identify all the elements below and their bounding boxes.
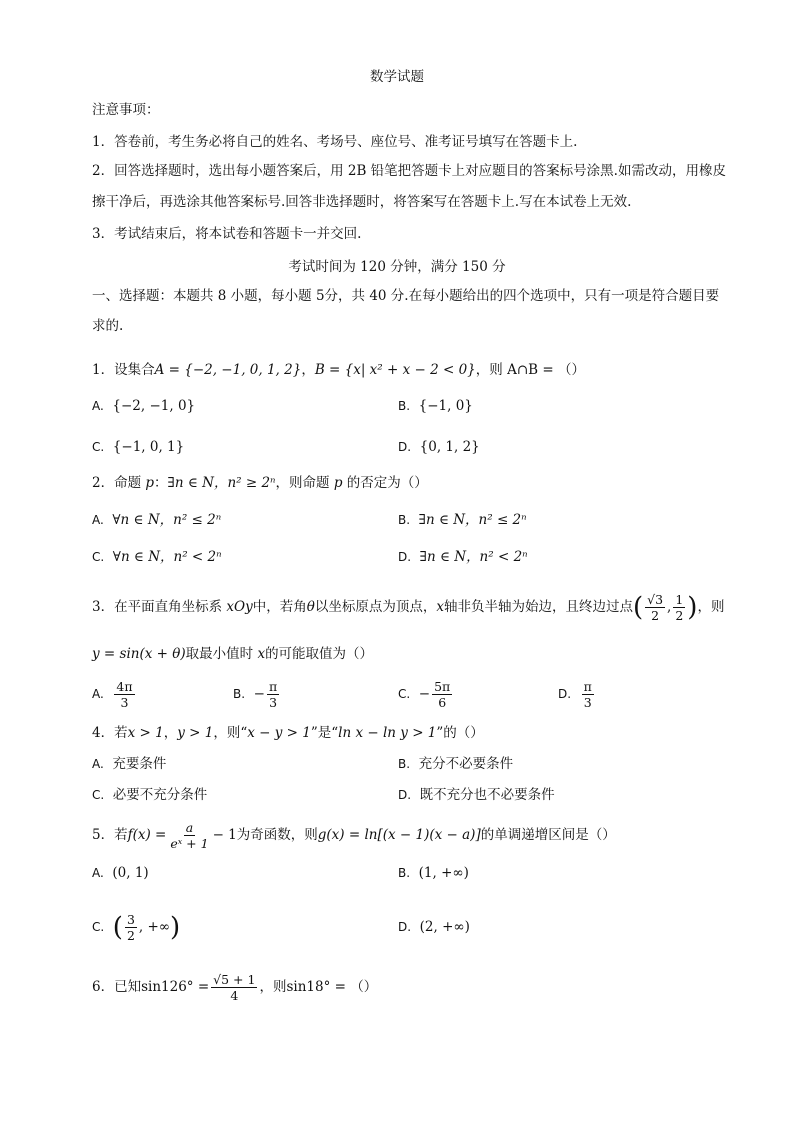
q5-f: f(x) = (127, 827, 167, 843)
option-label: C. (92, 440, 105, 454)
fraction-numerator: √3 (647, 592, 664, 607)
notice-heading: 注意事项： (92, 102, 160, 118)
option-label: D. (558, 687, 572, 701)
q1-sep: ， (301, 362, 315, 378)
section1-line1: 一、选择题：本题共 8 小题，每小题 5分，共 40 分.在每小题给出的四个选项中，只有一项是符合题目要 (92, 288, 720, 304)
option-sign: − (418, 686, 431, 702)
fraction-numerator: a (185, 820, 194, 835)
q6-lhs: sin126° = (141, 979, 210, 995)
option-label: B. (398, 757, 411, 771)
right-paren: ) (687, 592, 698, 623)
q4-sep: ， (163, 725, 178, 741)
option-value: ∃n ∈ N，n² ≤ 2ⁿ (418, 512, 527, 528)
q6-fraction (211, 972, 257, 1003)
q2-option-a (92, 511, 221, 529)
option-value: {0, 1, 2} (419, 439, 480, 455)
point-x-fraction (645, 592, 665, 623)
option-value: (1, +∞) (418, 865, 469, 881)
q1-lead: 1．设集合 (92, 362, 155, 378)
q5-option-a (92, 864, 149, 882)
option-label: C. (92, 550, 105, 564)
section1-line2: 求的. (92, 318, 124, 334)
q4-e1: x − y > 1 (247, 725, 311, 741)
fraction-numerator: π (268, 679, 278, 694)
q6-tail: = （） (334, 979, 378, 995)
q4-mid: ，则“ (213, 725, 248, 741)
q3-line2-tail: 的可能取值为（） (265, 646, 374, 662)
fraction-numerator: 5π (434, 679, 451, 694)
option-label: C. (398, 687, 411, 701)
q1-stem (92, 361, 585, 379)
q6-stem (92, 972, 377, 1003)
fraction-denominator: 2 (675, 608, 684, 623)
q5-lead: 5．若 (92, 827, 128, 843)
option-value: (0, 1) (112, 865, 149, 881)
q1-setB: B = {x| x² + x − 2 < 0} (314, 362, 476, 378)
exam-time: 考试时间为 120 分钟，满分 150 分 (288, 259, 506, 275)
q3-option-b (233, 679, 281, 710)
q2-option-d (398, 548, 528, 566)
fraction-numerator: 3 (126, 912, 135, 927)
option-label: D. (398, 550, 412, 564)
q3-x: x (436, 599, 444, 615)
q4-option-c (92, 786, 207, 804)
notice-item-3: 3．考试结束后，将本试卷和答题卡一并交回. (92, 226, 362, 242)
q6-lead: 6．已知 (92, 979, 142, 995)
fraction-denominator: 2 (651, 608, 660, 623)
q3-theta: θ (306, 599, 315, 615)
fraction-denominator: 2 (126, 928, 135, 943)
option-value: ∀n ∈ N，n² < 2ⁿ (112, 549, 222, 565)
fraction-denominator: 3 (583, 695, 592, 710)
q3-option-c (398, 679, 454, 710)
right-paren: ) (170, 912, 181, 943)
q3-mid3: 轴非负半轴为始边，且终边过点 (443, 599, 633, 615)
option-label: B. (398, 513, 411, 527)
q4-lead: 4．若 (92, 725, 128, 741)
q3-line2-text: 取最小值时 (185, 646, 254, 662)
q2-stmt: ∃n ∈ N，n² ≥ 2ⁿ (167, 475, 276, 491)
q3-option-d (558, 679, 596, 710)
q1-tail: ，则 A∩B = （） (475, 362, 585, 378)
page-title: 数学试题 (370, 69, 424, 85)
q2-p: p (145, 475, 155, 491)
q5-stem (92, 820, 616, 851)
fraction-denominator: 3 (120, 695, 129, 710)
option-value: 充要条件 (112, 756, 167, 772)
q4-stem (92, 724, 484, 742)
option-label: A. (92, 687, 104, 701)
option-label: C. (92, 920, 105, 934)
q4-c2: y > 1 (177, 725, 214, 741)
option-label: B. (398, 866, 411, 880)
option-value: ∀n ∈ N，n² ≤ 2ⁿ (112, 512, 222, 528)
fraction-numerator: 4π (116, 679, 133, 694)
fraction-denominator: 6 (438, 695, 447, 710)
option-sign: − (253, 686, 265, 702)
q3-tail: ，则 (697, 599, 725, 615)
q3-mid2: 以坐标原点为顶点， (314, 599, 437, 615)
q1-setA: A = {−2, −1, 0, 1, 2} (154, 362, 302, 378)
q4-option-d (398, 786, 555, 804)
q3-line2-x: x (257, 646, 266, 662)
notice-item-2b: 擦干净后，再选涂其他答案标号.回答非选择题时，将答案写在答题卡上.写在本试卷上无效. (92, 194, 632, 210)
left-paren: ( (112, 912, 123, 943)
q5-g: g(x) = ln[(x − 1)(x − a)] (317, 827, 481, 843)
q3-mid1: 中，若角 (252, 599, 307, 615)
q4-mid2: ”是“ (310, 725, 339, 741)
option-fraction (267, 679, 279, 710)
option-fraction (125, 912, 137, 943)
option-label: C. (92, 788, 105, 802)
q3-stem-line1: 3．在平面直角坐标系 xOy中，若角θ以坐标原点为顶点，x轴非负半轴为始边，且终边过点( $\frac{√3}{2}$ , $\frac{1}{2}$ )，则 (92, 592, 725, 623)
option-label: A. (92, 513, 104, 527)
q4-c1: x > 1 (127, 725, 164, 741)
q1-option-d (398, 438, 480, 456)
option-label: A. (92, 399, 104, 413)
q1-option-a (92, 397, 195, 415)
q5-option-b (398, 864, 469, 882)
q5-minus: − 1 (212, 827, 237, 843)
option-value: {−2, −1, 0} (112, 398, 196, 414)
option-fraction (432, 679, 452, 710)
q2-option-b (398, 511, 527, 529)
q2-stem (92, 474, 428, 492)
option-label: B. (233, 687, 246, 701)
q5-fraction (168, 820, 210, 851)
q3-sys: xOy (226, 599, 253, 615)
q3-lead: 3．在平面直角坐标系 (92, 599, 223, 615)
notice-item-1: 1．答卷前，考生务必将自己的姓名、考场号、座位号、准考证号填写在答题卡上. (92, 134, 578, 150)
point-y-fraction (673, 592, 685, 623)
option-label: B. (398, 399, 411, 413)
q3-expr: y = sin(x + θ) (92, 646, 186, 662)
q3-stem-line2 (92, 645, 373, 663)
q4-tail: ”的（） (436, 725, 484, 741)
option-value: 必要不充分条件 (112, 787, 208, 803)
fraction-numerator: √5 + 1 (213, 972, 256, 987)
option-value: {−1, 0, 1} (112, 439, 185, 455)
option-label: D. (398, 440, 412, 454)
q4-option-b (398, 755, 513, 773)
fraction-denominator: 4 (230, 988, 239, 1003)
q5-option-c (92, 912, 180, 943)
option-value: 充分不必要条件 (418, 756, 514, 772)
q4-e2: ln x − ln y > 1 (338, 725, 437, 741)
q2-colon: ： (154, 475, 168, 491)
q1-option-c (92, 438, 184, 456)
q2-tail: ，则命题 (275, 475, 330, 491)
q2-tail2: 的否定为（） (346, 475, 428, 491)
left-paren: ( (632, 592, 644, 623)
option-label: D. (398, 920, 412, 934)
q1-option-b (398, 397, 473, 415)
option-label: A. (92, 757, 104, 771)
option-label: D. (398, 788, 412, 802)
option-tail: , +∞ (138, 919, 171, 935)
q6-mid: ，则 (259, 979, 287, 995)
q2-p-ref: p (333, 475, 343, 491)
q4-option-a (92, 755, 166, 773)
fraction-denominator: eˣ + 1 (170, 836, 209, 851)
q3-option-a (92, 679, 137, 710)
q2-option-c (92, 548, 222, 566)
option-value: ∃n ∈ N，n² < 2ⁿ (419, 549, 528, 565)
fraction-denominator: 3 (269, 695, 278, 710)
q6-rhs: sin18° (286, 979, 331, 995)
option-value: {−1, 0} (418, 398, 473, 414)
option-value: (2, +∞) (419, 919, 470, 935)
q5-tail: 的单调递增区间是（） (480, 827, 616, 843)
fraction-numerator: 1 (675, 592, 684, 607)
option-fraction (582, 679, 594, 710)
option-value: 既不充分也不必要条件 (419, 787, 555, 803)
q5-option-d (398, 918, 470, 936)
notice-item-2a: 2．回答选择题时，选出每小题答案后，用 2B 铅笔把答题卡上对应题目的答案标号涂黑.如需改动，用橡皮 (92, 163, 726, 179)
fraction-numerator: π (583, 679, 592, 694)
q5-mid: 为奇函数，则 (236, 827, 318, 843)
q2-lead: 2．命题 (92, 475, 142, 491)
option-label: A. (92, 866, 104, 880)
option-fraction (114, 679, 134, 710)
